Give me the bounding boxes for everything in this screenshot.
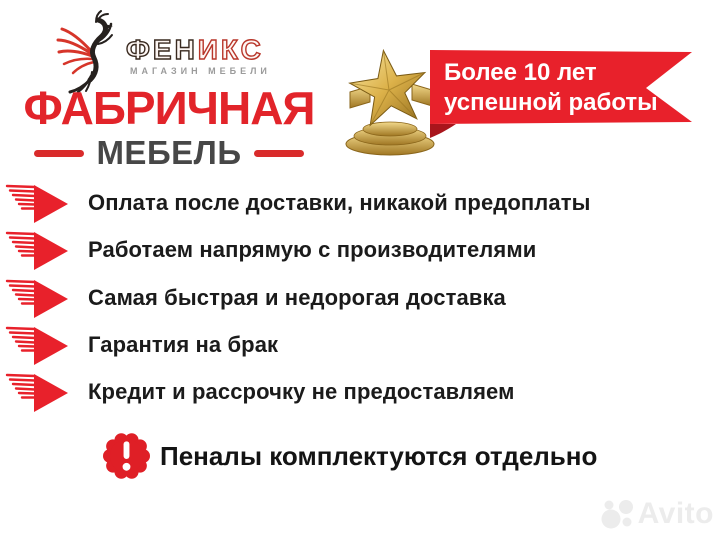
- benefit-item: [4, 323, 704, 367]
- benefit-text: Гарантия на брак: [88, 332, 279, 357]
- brand-name: [126, 34, 264, 66]
- brand-name-red: ИКС: [197, 34, 264, 65]
- award-ribbon-line2: успешной работы: [444, 89, 658, 116]
- benefit-text: Самая быстрая и недорогая доставка: [88, 285, 506, 310]
- award-ribbon-text: [444, 58, 658, 118]
- speed-arrow-icon: [4, 181, 70, 225]
- heading-title: ФАБРИЧНАЯ: [23, 82, 315, 134]
- speed-arrow-icon: [4, 276, 70, 320]
- avito-watermark-text: Avito: [637, 497, 714, 530]
- left-dash-decor: [34, 150, 84, 157]
- award-ribbon-line1: Более 10 лет: [444, 59, 597, 86]
- benefit-item: [4, 181, 704, 225]
- benefit-item: [4, 370, 704, 414]
- notice-row: [103, 431, 597, 481]
- benefit-text: Кредит и рассрочку не предоставляем: [88, 379, 515, 404]
- heading-subtitle: МЕБЕЛЬ: [96, 134, 242, 171]
- benefit-item: [4, 276, 704, 320]
- exclamation-seal-icon: [103, 431, 150, 481]
- brand-name-dark: ФЕН: [126, 34, 198, 65]
- benefit-text: Работаем напрямую с производителями: [88, 237, 537, 262]
- benefit-item: [4, 228, 704, 272]
- avito-logo-icon: [600, 498, 636, 530]
- right-dash-decor: [254, 150, 304, 157]
- award-ribbon: [430, 50, 692, 140]
- avito-watermark: [600, 497, 714, 531]
- speed-arrow-icon: [4, 323, 70, 367]
- notice-text: Пеналы комплектуются отдельно: [160, 440, 598, 471]
- speed-arrow-icon: [4, 228, 70, 272]
- main-heading: [6, 84, 332, 172]
- benefit-text: Оплата после доставки, никакой предоплаты: [88, 190, 591, 215]
- speed-arrow-icon: [4, 370, 70, 414]
- brand-tagline: МАГАЗИН МЕБЕЛИ: [130, 66, 271, 76]
